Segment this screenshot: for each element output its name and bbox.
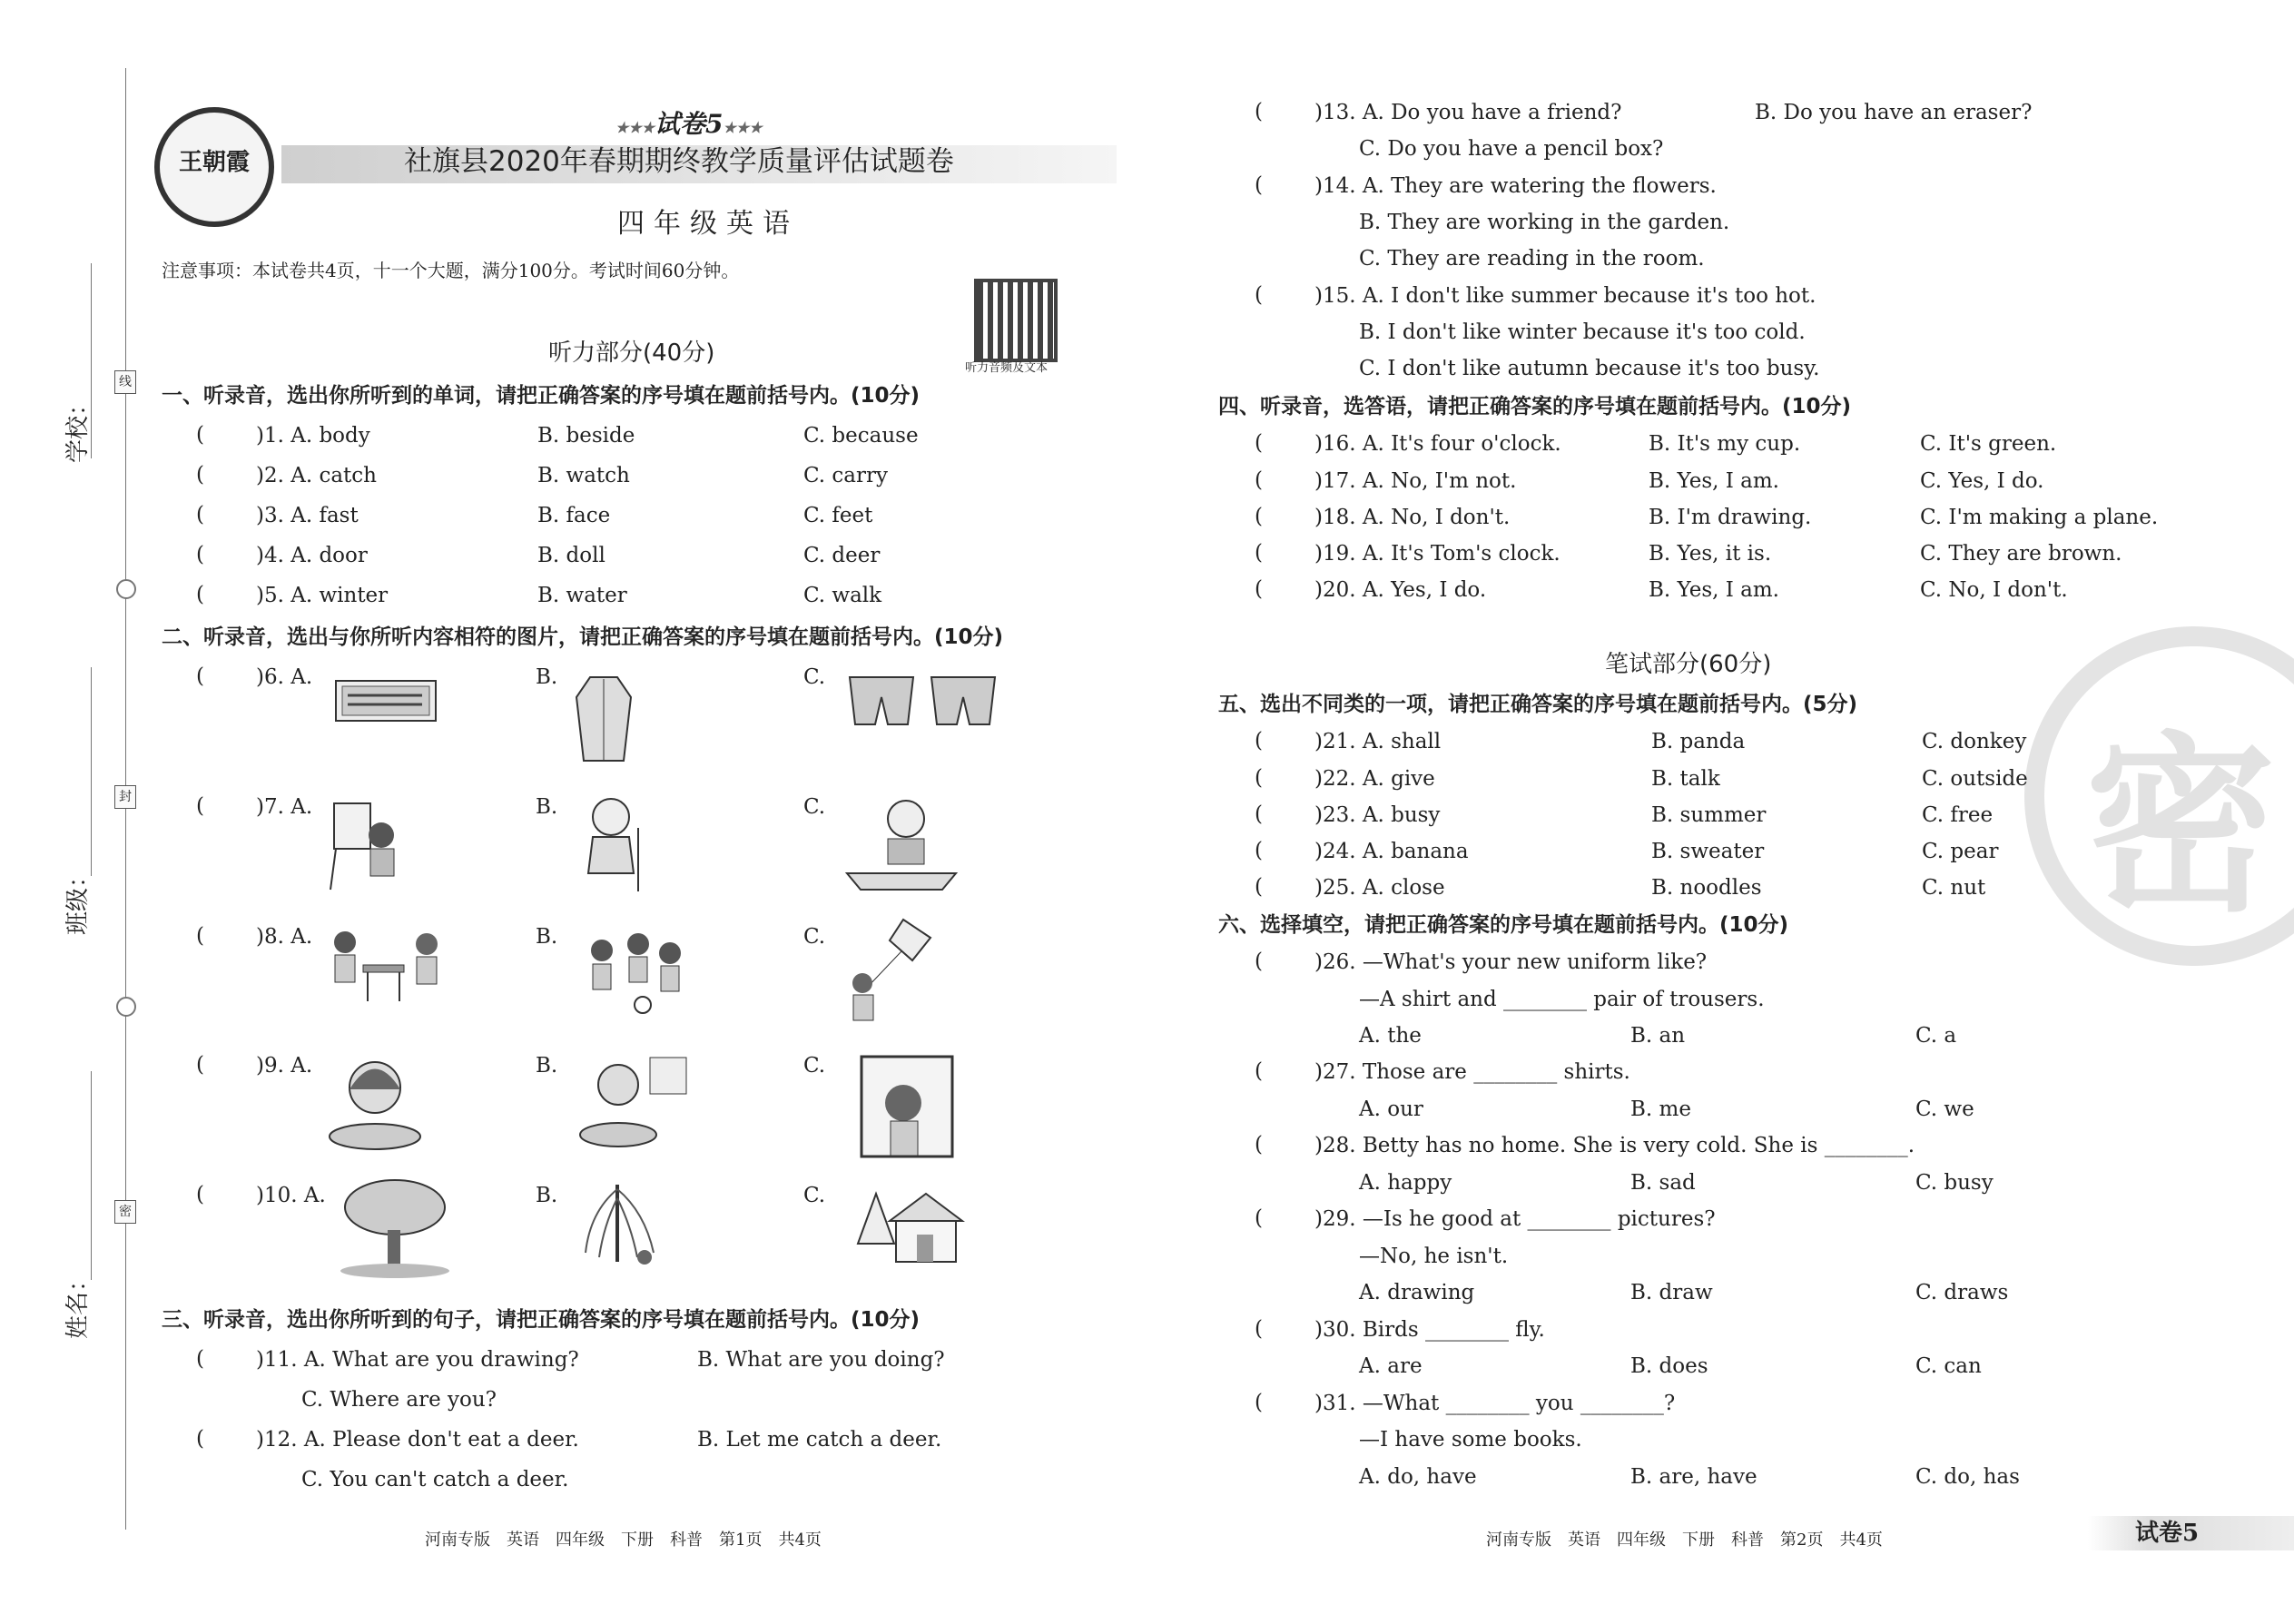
answer-paren[interactable]: (: [196, 543, 204, 566]
q3-b: B. face: [537, 504, 611, 527]
answer-paren[interactable]: (: [196, 1427, 204, 1451]
series-label: ★★★试卷5★★★: [615, 109, 763, 139]
q23-c: C. free: [1922, 803, 1994, 827]
q6-label: )6. A.: [256, 665, 313, 689]
winter-house-picture: [840, 1176, 967, 1275]
answer-paren[interactable]: (: [1255, 1059, 1263, 1083]
girl-painting-picture: [327, 794, 413, 894]
pencil-box-picture: [331, 674, 440, 728]
q28-c: C. busy: [1915, 1171, 1994, 1195]
q8-c: C.: [803, 925, 826, 949]
q4-c: C. deer: [803, 544, 881, 567]
q20-b: B. Yes, I am.: [1649, 578, 1779, 602]
q6-b: B.: [536, 665, 558, 689]
boy-reading-picture: [842, 792, 965, 896]
mark-secret: 密: [114, 1200, 136, 1224]
q9-label: )9. A.: [256, 1054, 313, 1078]
q22-b: B. talk: [1651, 767, 1720, 791]
q4-b: B. doll: [537, 544, 605, 567]
q1-c: C. because: [803, 424, 919, 448]
q3-c: C. feet: [803, 504, 873, 527]
sec2-title: 二、听录音，选出与你所听内容相符的图片，请把正确答案的序号填在题前括号内。(10分): [162, 625, 1004, 649]
answer-paren[interactable]: (: [1255, 1206, 1263, 1230]
school-label: 学校：: [64, 391, 92, 463]
q17-c: C. Yes, I do.: [1920, 469, 2044, 493]
answer-paren[interactable]: (: [1255, 173, 1263, 197]
q31-b: B. are, have: [1630, 1465, 1757, 1489]
q22-a: )22. A. give: [1314, 767, 1435, 791]
q18-a: )18. A. No, I don't.: [1314, 506, 1511, 529]
willow-tree-picture: [572, 1176, 672, 1280]
q4-a: )4. A. door: [256, 544, 368, 567]
girl-cleaning-window-picture: [858, 1053, 958, 1162]
q7-label: )7. A.: [256, 795, 313, 819]
q25-b: B. noodles: [1651, 876, 1762, 900]
q11-a: )11. A. What are you drawing?: [256, 1348, 579, 1372]
q27-b: B. me: [1630, 1097, 1691, 1121]
q26-text-b: —A shirt and ________ pair of trousers.: [1359, 988, 1765, 1011]
q10-c: C.: [803, 1184, 826, 1207]
q29-text: )29. —Is he good at ________ pictures?: [1314, 1207, 1716, 1231]
q13-c: C. Do you have a pencil box?: [1359, 137, 1664, 161]
q31-c: C. do, has: [1915, 1465, 2020, 1489]
answer-paren[interactable]: (: [1255, 839, 1263, 862]
answer-paren[interactable]: (: [196, 423, 204, 447]
q10-b: B.: [536, 1184, 558, 1207]
q20-c: C. No, I don't.: [1920, 578, 2068, 602]
sec5-title: 五、选出不同类的一项，请把正确答案的序号填在题前括号内。(5分): [1218, 693, 1858, 716]
q27-text: )27. Those are ________ shirts.: [1314, 1060, 1630, 1084]
answer-paren[interactable]: (: [196, 1183, 204, 1206]
q29-c: C. draws: [1915, 1281, 2009, 1304]
answer-paren[interactable]: (: [1255, 950, 1263, 973]
kids-cleaning-picture: [322, 924, 449, 1010]
q7-c: C.: [803, 795, 826, 819]
secret-seal-text: 密: [2085, 715, 2277, 938]
answer-paren[interactable]: (: [1255, 1391, 1263, 1414]
q1-a: )1. A. body: [256, 424, 370, 448]
answer-paren[interactable]: (: [196, 924, 204, 948]
answer-paren[interactable]: (: [1255, 766, 1263, 790]
q24-a: )24. A. banana: [1314, 840, 1469, 863]
q1-b: B. beside: [537, 424, 635, 448]
answer-paren[interactable]: (: [196, 463, 204, 487]
subject-title: 四年级英语: [617, 208, 799, 240]
q7-b: B.: [536, 795, 558, 819]
q29-b: B. draw: [1630, 1281, 1713, 1304]
q30-a: A. are: [1359, 1354, 1423, 1378]
q10-label: )10. A.: [256, 1184, 326, 1207]
q31-a: A. do, have: [1359, 1465, 1477, 1489]
q26-c: C. a: [1915, 1024, 1957, 1048]
q17-b: B. Yes, I am.: [1649, 469, 1779, 493]
q28-a: A. happy: [1359, 1171, 1452, 1195]
qr-caption: 听力音频及文本: [965, 361, 1049, 375]
q29-a: A. drawing: [1359, 1281, 1475, 1304]
q15-c: C. I don't like autumn because it's too busy.: [1359, 357, 1820, 380]
name-blank: [91, 1071, 92, 1280]
q2-a: )2. A. catch: [256, 464, 377, 487]
qr-code[interactable]: [974, 279, 1058, 362]
q25-c: C. nut: [1922, 876, 1986, 900]
exam-title: 社旗县2020年春期期终教学质量评估试题卷: [404, 145, 954, 178]
answer-paren[interactable]: (: [1255, 100, 1263, 123]
q12-b: B. Let me catch a deer.: [697, 1428, 942, 1452]
autumn-tree-picture: [336, 1176, 454, 1280]
brand-logo: [154, 107, 274, 227]
q30-b: B. does: [1630, 1354, 1708, 1378]
q20-a: )20. A. Yes, I do.: [1314, 578, 1487, 602]
q2-c: C. carry: [803, 464, 888, 487]
q14-b: B. They are working in the garden.: [1359, 211, 1730, 234]
girl-singing-picture: [579, 792, 652, 896]
answer-paren[interactable]: (: [196, 503, 204, 527]
coat-picture: [567, 670, 640, 770]
q14-a: )14. A. They are watering the flowers.: [1314, 174, 1717, 198]
answer-paren[interactable]: (: [1255, 431, 1263, 455]
q25-a: )25. A. close: [1314, 876, 1445, 900]
q13-a: )13. A. Do you have a friend?: [1314, 101, 1622, 124]
answer-paren[interactable]: (: [1255, 1133, 1263, 1156]
girl-washing-clothes-picture: [577, 1053, 691, 1153]
q13-b: B. Do you have an eraser?: [1755, 101, 2033, 124]
q21-a: )21. A. shall: [1314, 730, 1442, 753]
answer-paren[interactable]: (: [1255, 468, 1263, 492]
q17-a: )17. A. No, I'm not.: [1314, 469, 1517, 493]
q16-a: )16. A. It's four o'clock.: [1314, 432, 1561, 456]
footer-right: 河南专版 英语 四年级 下册 科普 第2页 共4页: [1486, 1530, 1883, 1550]
sec4-title: 四、听录音，选答语，请把正确答案的序号填在题前括号内。(10分): [1218, 395, 1852, 418]
answer-paren[interactable]: (: [196, 794, 204, 818]
q29-text-b: —No, he isn't.: [1359, 1245, 1509, 1268]
q2-b: B. watch: [537, 464, 630, 487]
q26-b: B. an: [1630, 1024, 1686, 1048]
q9-c: C.: [803, 1054, 826, 1078]
school-blank: [91, 263, 92, 458]
exam-notice: 注意事项：本试卷共4页，十一个大题，满分100分。考试时间60分钟。: [162, 260, 740, 281]
listening-title: 听力部分(40分): [548, 340, 715, 367]
answer-paren[interactable]: (: [196, 583, 204, 606]
q5-a: )5. A. winter: [256, 584, 389, 607]
q28-b: B. sad: [1630, 1171, 1696, 1195]
answer-paren[interactable]: (: [1255, 283, 1263, 307]
q21-b: B. panda: [1651, 730, 1746, 753]
q26-a: A. the: [1359, 1024, 1422, 1048]
kids-football-picture: [579, 928, 688, 1019]
brand-name: 王朝霞: [178, 149, 250, 176]
q30-text: )30. Birds ________ fly.: [1314, 1318, 1545, 1342]
name-label: 姓名：: [64, 1267, 92, 1339]
sec3-title: 三、听录音，选出你所听到的句子，请把正确答案的序号填在题前括号内。(10分): [162, 1308, 921, 1332]
girl-washing-picture: [322, 1053, 427, 1153]
answer-paren[interactable]: (: [196, 664, 204, 688]
q23-b: B. summer: [1651, 803, 1767, 827]
q15-b: B. I don't like winter because it's too cold.: [1359, 320, 1806, 344]
shorts-picture: [842, 670, 1006, 733]
answer-paren[interactable]: (: [1255, 505, 1263, 528]
q15-a: )15. A. I don't like summer because it's too hot.: [1314, 284, 1816, 308]
q8-b: B.: [536, 925, 558, 949]
q30-c: C. can: [1915, 1354, 1982, 1378]
mark-seal: 封: [114, 785, 136, 809]
q3-a: )3. A. fast: [256, 504, 359, 527]
q5-b: B. water: [537, 584, 627, 607]
kite-picture: [840, 915, 940, 1024]
q16-b: B. It's my cup.: [1649, 432, 1801, 456]
q24-c: C. pear: [1922, 840, 1999, 863]
q28-text: )28. Betty has no home. She is very cold. She is ________.: [1314, 1134, 1915, 1157]
q11-b: B. What are you doing?: [697, 1348, 945, 1372]
footer-tag: 试卷5: [2135, 1520, 2200, 1547]
q18-b: B. I'm drawing.: [1649, 506, 1812, 529]
answer-paren[interactable]: (: [1255, 577, 1263, 601]
answer-paren[interactable]: (: [1255, 1317, 1263, 1341]
q14-c: C. They are reading in the room.: [1359, 247, 1705, 271]
sec6-title: 六、选择填空，请把正确答案的序号填在题前括号内。(10分): [1218, 913, 1789, 937]
q24-b: B. sweater: [1651, 840, 1765, 863]
q16-c: C. It's green.: [1920, 432, 2057, 456]
q5-c: C. walk: [803, 584, 882, 607]
answer-paren[interactable]: (: [196, 1347, 204, 1371]
binding-hole: [116, 997, 136, 1017]
answer-paren[interactable]: (: [1255, 541, 1263, 565]
binding-hole: [116, 579, 136, 599]
q19-a: )19. A. It's Tom's clock.: [1314, 542, 1561, 566]
sec1-title: 一、听录音，选出你所听到的单词，请把正确答案的序号填在题前括号内。(10分): [162, 384, 921, 408]
q19-c: C. They are brown.: [1920, 542, 2122, 566]
q22-c: C. outside: [1922, 767, 2028, 791]
mark-line: 线: [114, 370, 136, 394]
q8-label: )8. A.: [256, 925, 313, 949]
answer-paren[interactable]: (: [1255, 875, 1263, 899]
class-blank: [91, 667, 92, 876]
q6-c: C.: [803, 665, 826, 689]
q12-a: )12. A. Please don't eat a deer.: [256, 1428, 579, 1452]
q31-text-b: —I have some books.: [1359, 1428, 1582, 1452]
q21-c: C. donkey: [1922, 730, 2027, 753]
answer-paren[interactable]: (: [1255, 729, 1263, 753]
footer-left: 河南专版 英语 四年级 下册 科普 第1页 共4页: [425, 1530, 822, 1550]
q27-a: A. our: [1359, 1097, 1423, 1121]
q18-c: C. I'm making a plane.: [1920, 506, 2159, 529]
class-label: 班级：: [64, 863, 92, 935]
writing-title: 笔试部分(60分): [1605, 651, 1772, 678]
q12-c: C. You can't catch a deer.: [301, 1468, 569, 1491]
q27-c: C. we: [1915, 1097, 1974, 1121]
q19-b: B. Yes, it is.: [1649, 542, 1772, 566]
q23-a: )23. A. busy: [1314, 803, 1441, 827]
q9-b: B.: [536, 1054, 558, 1078]
q26-text: )26. —What's your new uniform like?: [1314, 950, 1708, 974]
q11-c: C. Where are you?: [301, 1388, 497, 1412]
answer-paren[interactable]: (: [1255, 802, 1263, 826]
answer-paren[interactable]: (: [196, 1053, 204, 1077]
q31-text: )31. —What ________ you ________?: [1314, 1392, 1676, 1415]
secret-seal-watermark: [2024, 626, 2294, 966]
